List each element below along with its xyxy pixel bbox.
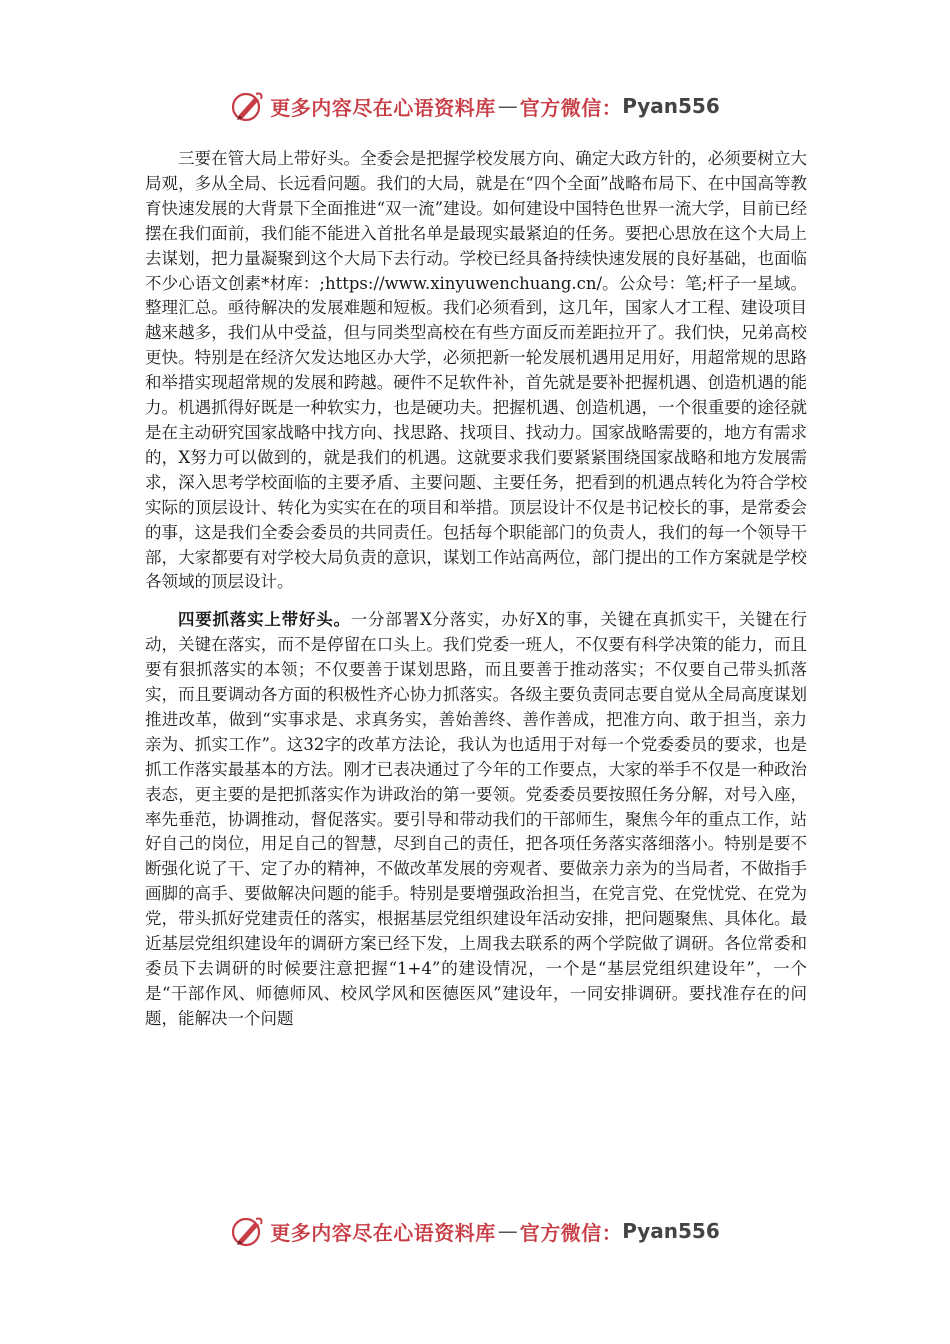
footer-watermark-brand: 更多内容尽在心语资料库 — [270, 1220, 496, 1245]
paragraph-2-lead: 四要抓落实上带好头。 — [178, 610, 351, 630]
watermark-brand: 更多内容尽在心语资料库 — [270, 95, 496, 120]
document-body — [145, 147, 807, 1032]
paragraph-1 — [145, 147, 807, 595]
paragraph-1-text: 三要在管大局上带好头。全委会是把握学校发展方向、确定大政方针的，必须要树立大局观，多从全局、长远看问题。我们的大局，就是在“四个全面”战略布局下、在中国高等教育快速发展的大背景下全面推进“双一流”建设。如何建设中国特色世界一流大学，目前已经摆在我们面前，我们能不能进入首批名单是最现实最紧迫的任务。要把心思放在这个大局上去谋划，把力量凝聚到这个大局下去行动。学校已经具备持续快速发展的良好基础，也面临不少心语文创素*材库：;https://www.xinyuwenchuang.cn/。公众号：笔;杆子一星域。整理汇总。亟待解决的发展难题和短板。我们必须看到，这几年，国家人才工程、建设项目越来越多，我们从中受益，但与同类型高校在有些方面反而差距拉开了。我们快，兄弟高校更快。特别是在经济欠发达地区办大学，必须把新一轮发展机遇用足用好，用超常规的思路和举措实现超常规的发展和跨越。硬件不足软件补，首先就是要补把握机遇、创造机遇的能力。机遇抓得好既是一种软实力，也是硬功夫。把握机遇、创造机遇，一个很重要的途径就是在主动研究国家战略中找方向、找思路、找项目、找动力。国家战略需要的，地方有需求的，X努力可以做到的，就是我们的机遇。这就要求我们要紧紧围绕国家战略和地方发展需求，深入思考学校面临的主要矛盾、主要问题、主要任务，把看到的机遇点转化为符合学校实际的顶层设计、转化为实实在在的项目和举措。顶层设计不仅是书记校长的事，是常委会的事，这是我们全委会委员的共同责任。包括每个职能部门的负责人，我们的每一个领导干部，大家都要有对学校大局负责的意识，谋划工作站高两位，部门提出的工作方案就是学校各领域的顶层设计。 — [145, 149, 807, 592]
footer-watermark — [0, 1211, 950, 1251]
pen-logo-icon — [230, 1213, 266, 1249]
header-watermark — [0, 86, 950, 126]
watermark-wechat-label: 官方微信： — [519, 95, 623, 120]
watermark-wechat-id: Pyan556 — [622, 94, 720, 118]
watermark-dash: — — [497, 94, 518, 118]
footer-watermark-wechat-label: 官方微信： — [519, 1220, 623, 1245]
footer-watermark-wechat-id: Pyan556 — [622, 1219, 720, 1243]
paragraph-2 — [145, 608, 807, 1031]
paragraph-2-text: 一分部署X分落实，办好X的事，关键在真抓实干，关键在行动，关键在落实，而不是停留在口头上。我们党委一班人，不仅要有科学决策的能力，而且要有狠抓落实的本领；不仅要善于谋划思路，而且要善于推动落实；不仅要自己带头抓落实，而且要调动各方面的积极性齐心协力抓落实。各级主要负责同志要自觉从全局高度谋划推进改革，做到“实事求是、求真务实，善始善终、善作善成，把准方向、敢于担当，亲力亲为、抓实工作”。这32字的改革方法论，我认为也适用于对每一个党委委员的要求，也是抓工作落实最基本的方法。刚才已表决通过了今年的工作要点，大家的举手不仅是一种政治表态，更主要的是把抓落实作为讲政治的第一要领。党委委员要按照任务分解，对号入座，率先垂范，协调推动，督促落实。要引导和带动我们的干部师生，聚焦今年的重点工作，站好自己的岗位，用足自己的智慧，尽到自己的责任，把各项任务落实落细落小。特别是要不断强化说了干、定了办的精神，不做改革发展的旁观者、要做亲力亲为的当局者，不做指手画脚的高手、要做解决问题的能手。特别是要增强政治担当，在党言党、在党忧党、在党为党，带头抓好党建责任的落实，根据基层党组织建设年活动安排，把问题聚焦、具体化。最近基层党组织建设年的调研方案已经下发，上周我去联系的两个学院做了调研。各位常委和委员下去调研的时候要注意把握“1+4”的建设情况，一个是“基层党组织建设年”，一个是“干部作风、师德师风、校风学风和医德医风”建设年，一同安排调研。要找准存在的问题，能解决一个问题 — [145, 610, 807, 1028]
footer-watermark-dash: — — [497, 1219, 518, 1243]
pen-logo-icon — [230, 88, 266, 124]
